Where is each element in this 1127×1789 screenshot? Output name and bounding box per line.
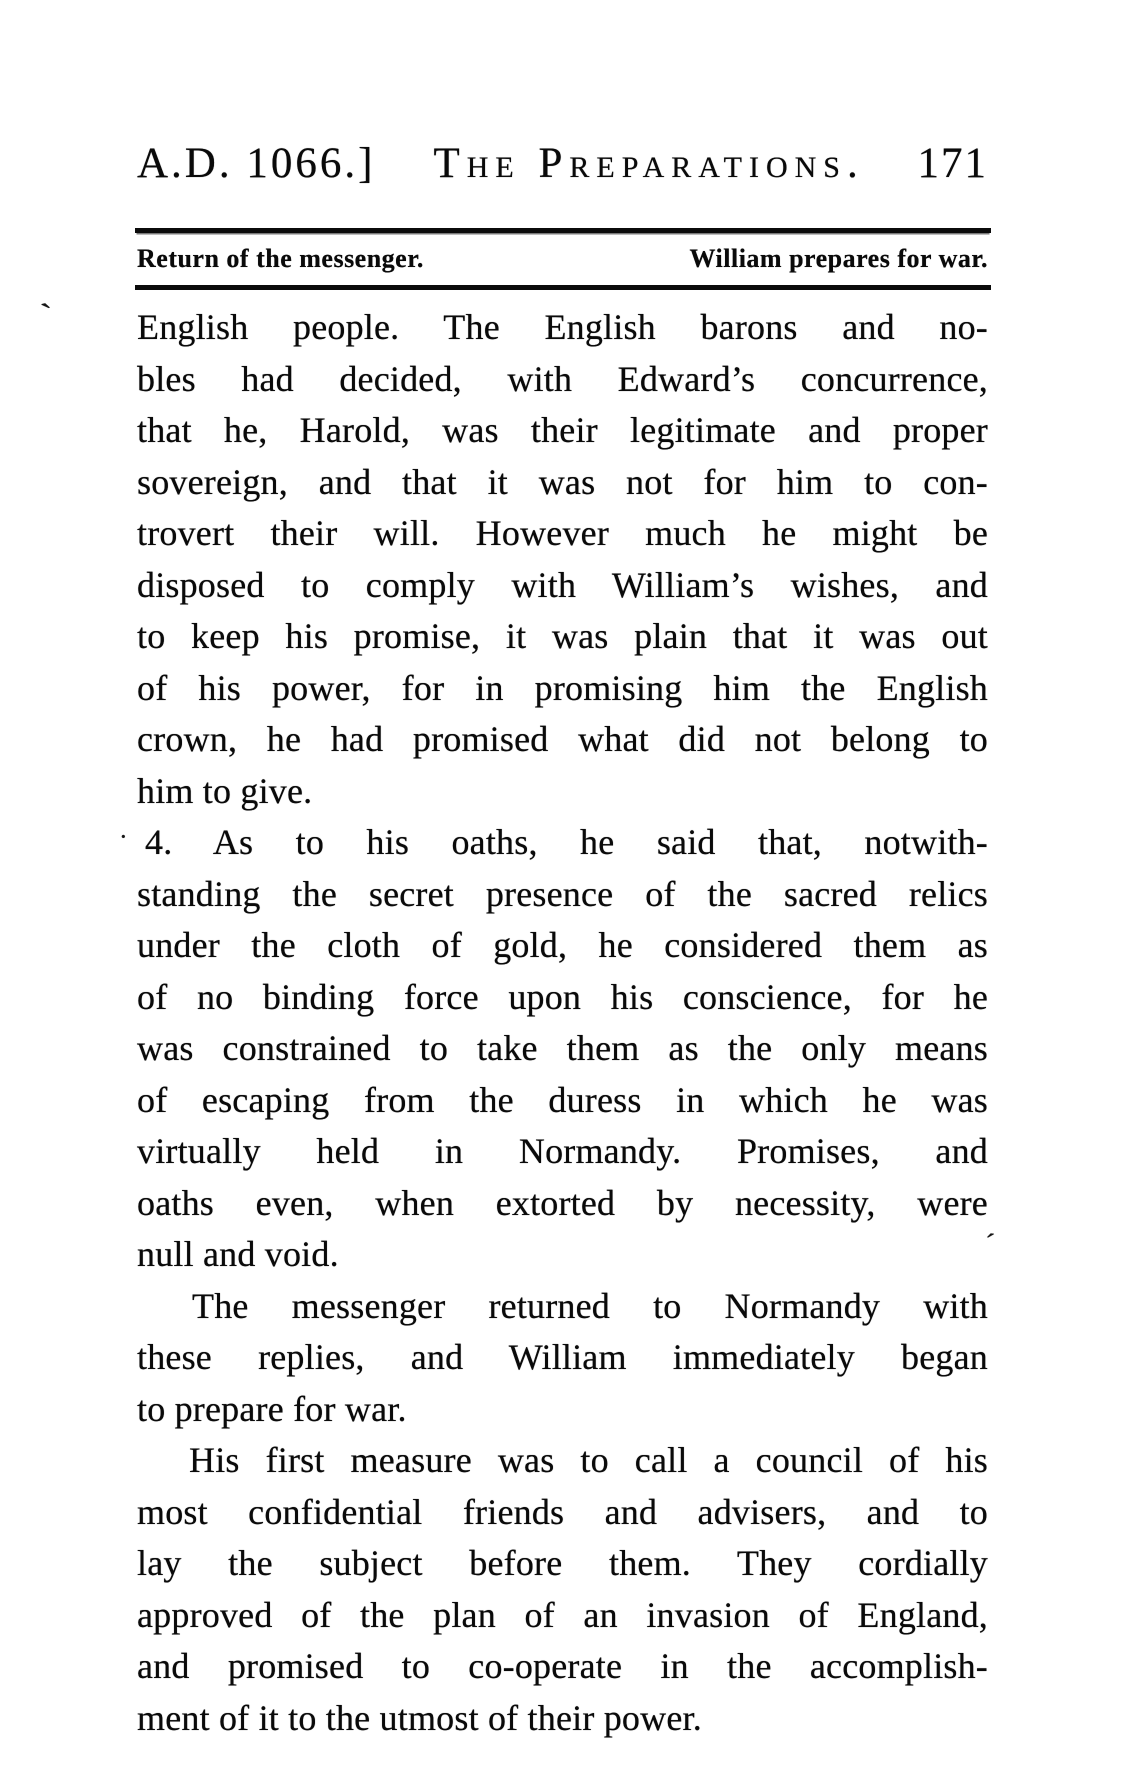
text-line: of his power, for in promising him the English xyxy=(137,667,988,708)
text-line: under the cloth of gold, he considered them as xyxy=(137,925,988,965)
text-line: English people. The English barons and no- xyxy=(137,307,988,347)
text-line: trovert their will. However much he might be xyxy=(137,513,988,553)
text-line: approved of the plan of an invasion of England, xyxy=(137,1594,988,1635)
text-line: crown, he had promised what did not belong to xyxy=(137,719,988,759)
header-date-label: A.D. 1066.] xyxy=(137,140,376,187)
text-line: of escaping from the duress in which he was xyxy=(137,1079,988,1120)
paragraph xyxy=(137,817,988,1281)
text-line: was constrained to take them as the only means xyxy=(137,1028,988,1068)
header-chapter-title: The Preparations. xyxy=(433,140,865,187)
page-header xyxy=(137,140,988,188)
text-line: disposed to comply with William’s wishes, and xyxy=(137,564,988,605)
horizontal-rule-bottom xyxy=(135,285,991,290)
text-line: standing the secret presence of the sacred relics xyxy=(137,873,988,914)
text-line: these replies, and William immediately began xyxy=(137,1337,988,1377)
text-line: His first measure was to call a council of his xyxy=(189,1440,988,1480)
horizontal-rule-top xyxy=(135,228,991,233)
text-line: virtually held in Normandy. Promises, and xyxy=(137,1131,988,1171)
text-line: most confidential friends and advisers, and to xyxy=(137,1491,988,1532)
page-number: 171 xyxy=(917,140,988,187)
text-line: of no binding force upon his conscience, for he xyxy=(137,976,988,1017)
text-line: and promised to co-operate in the accomplish- xyxy=(137,1646,988,1686)
text-line: him to give. xyxy=(137,770,313,811)
running-head-right: William prepares for war. xyxy=(689,244,988,273)
text-line: The messenger returned to Normandy with xyxy=(192,1285,988,1326)
text-line: oaths even, when extorted by necessity, were xyxy=(137,1182,988,1223)
scan-artifact-mark: ` xyxy=(37,295,59,337)
scan-artifact-mark: · xyxy=(119,822,128,851)
text-line: to keep his promise, it was plain that it was out xyxy=(137,616,988,656)
paragraph xyxy=(137,302,988,817)
running-heads xyxy=(137,244,988,274)
paragraph xyxy=(137,1435,988,1744)
text-line: 4. As to his oaths, he said that, notwith- xyxy=(145,822,988,862)
text-line: sovereign, and that it was not for him to con- xyxy=(137,461,988,502)
scan-artifact-mark: ´ xyxy=(981,1227,997,1262)
text-line: bles had decided, with Edward’s concurrence, xyxy=(137,358,988,399)
text-line: lay the subject before them. They cordially xyxy=(137,1543,988,1583)
body-text xyxy=(137,302,988,1744)
paragraph xyxy=(137,1281,988,1436)
text-line: null and void. xyxy=(137,1234,339,1274)
text-line: ment of it to the utmost of their power. xyxy=(137,1697,702,1738)
text-line: that he, Harold, was their legitimate and proper xyxy=(137,410,988,450)
text-line: to prepare for war. xyxy=(137,1388,407,1429)
running-head-left: Return of the messenger. xyxy=(137,244,424,273)
